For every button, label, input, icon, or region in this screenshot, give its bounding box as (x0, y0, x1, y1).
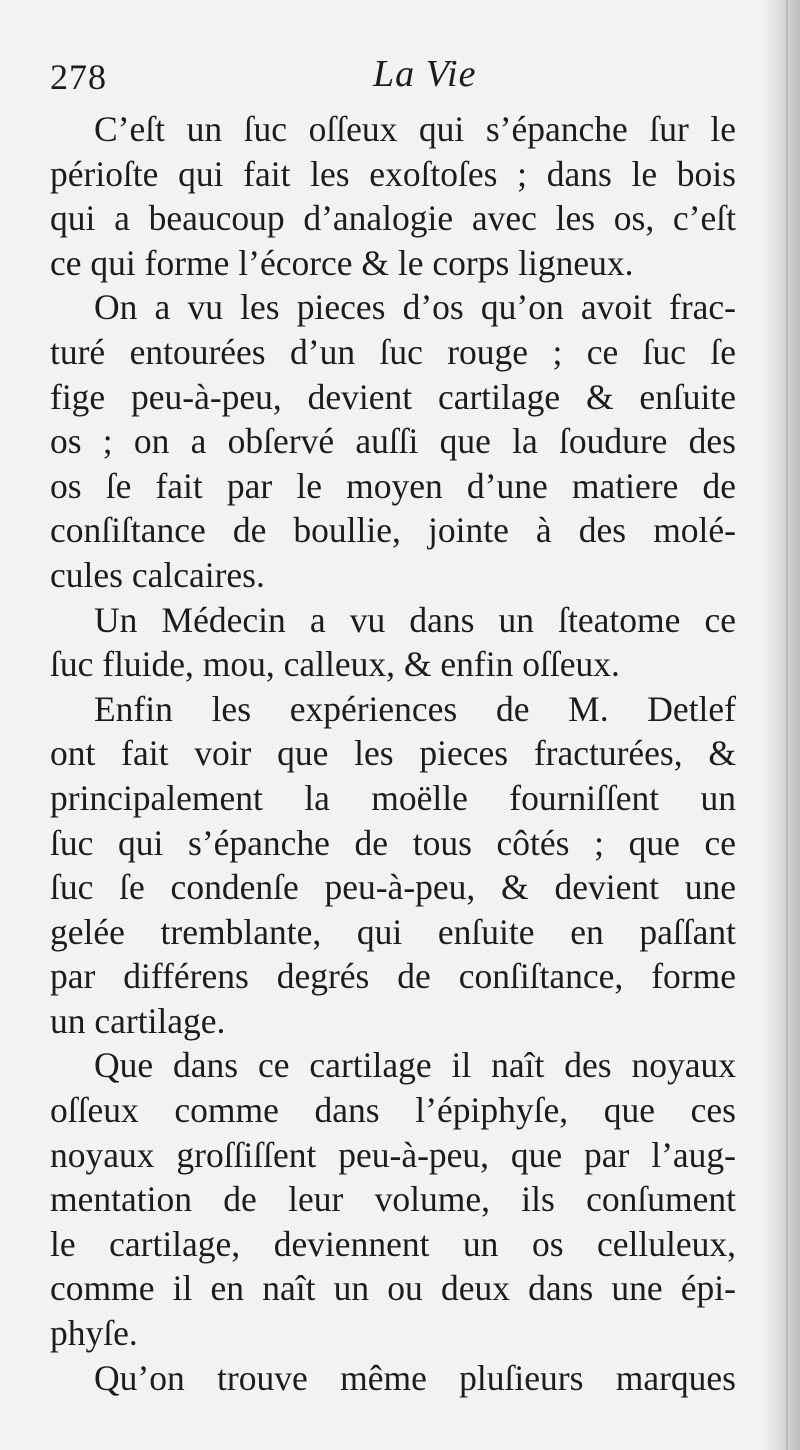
page-number: 278 (50, 57, 107, 97)
text-line: conſiſtance de boullie, jointe à des molé- (50, 510, 736, 551)
page-edge-line (786, 0, 788, 1450)
text-line: phyſe. (50, 1313, 138, 1354)
text-line: le cartilage, deviennent un os celluleux, (50, 1223, 736, 1264)
text-line: ſuc ſe condenſe peu-à-peu, & devient une (50, 867, 736, 908)
text-line: noyaux groſſiſſent peu-à-peu, que par l’aug- (50, 1134, 736, 1175)
body-text (50, 107, 736, 1400)
text-line: oſſeux comme dans l’épiphyſe, que ces (50, 1090, 736, 1131)
text-line: périoſte qui fait les exoſtoſes ; dans le bois (50, 153, 736, 194)
page-header (48, 52, 738, 108)
text-line: mentation de leur volume, ils conſument (50, 1179, 736, 1220)
text-line: Qu’on trouve même pluſieurs marques (94, 1357, 736, 1398)
text-line: principalement la moëlle fourniſſent un (50, 777, 736, 818)
text-line: comme il en naît un ou deux dans une épi- (50, 1268, 736, 1309)
text-line: os ; on a obſervé auſſi que la ſoudure des (50, 421, 736, 462)
text-line: turé entourées d’un ſuc rouge ; ce ſuc ſe (50, 331, 736, 372)
text-line: Enfin les expériences de M. Detlef (94, 688, 736, 729)
text-line: qui a beaucoup d’analogie avec les os, c’eſt (50, 198, 736, 239)
text-line: Que dans ce cartilage il naît des noyaux (94, 1045, 736, 1086)
text-line: un cartilage. (50, 1000, 226, 1041)
text-line: ſuc fluide, mou, calleux, & enfin oſſeux. (50, 644, 620, 685)
text-line: Un Médecin a vu dans un ſteatome ce (94, 599, 736, 640)
text-line: cules calcaires. (50, 554, 265, 595)
running-title: La Vie (373, 53, 477, 95)
text-line: On a vu les pieces d’os qu’on avoit frac- (94, 287, 736, 328)
page-edge-shadow (762, 0, 800, 1450)
text-line: fige peu-à-peu, devient cartilage & enſuite (50, 376, 736, 417)
text-line: os ſe fait par le moyen d’une matiere de (50, 465, 736, 506)
text-line: C’eſt un ſuc oſſeux qui s’épanche ſur le (94, 109, 736, 149)
text-line: ſuc qui s’épanche de tous côtés ; que ce (50, 822, 736, 863)
text-line: ce qui forme l’écorce & le corps ligneux. (50, 242, 634, 283)
text-line: ont fait voir que les pieces fracturées, & (50, 733, 736, 774)
text-line: gelée tremblante, qui enſuite en paſſant (50, 911, 736, 952)
text-line: par différens degrés de conſiſtance, forme (50, 956, 736, 997)
